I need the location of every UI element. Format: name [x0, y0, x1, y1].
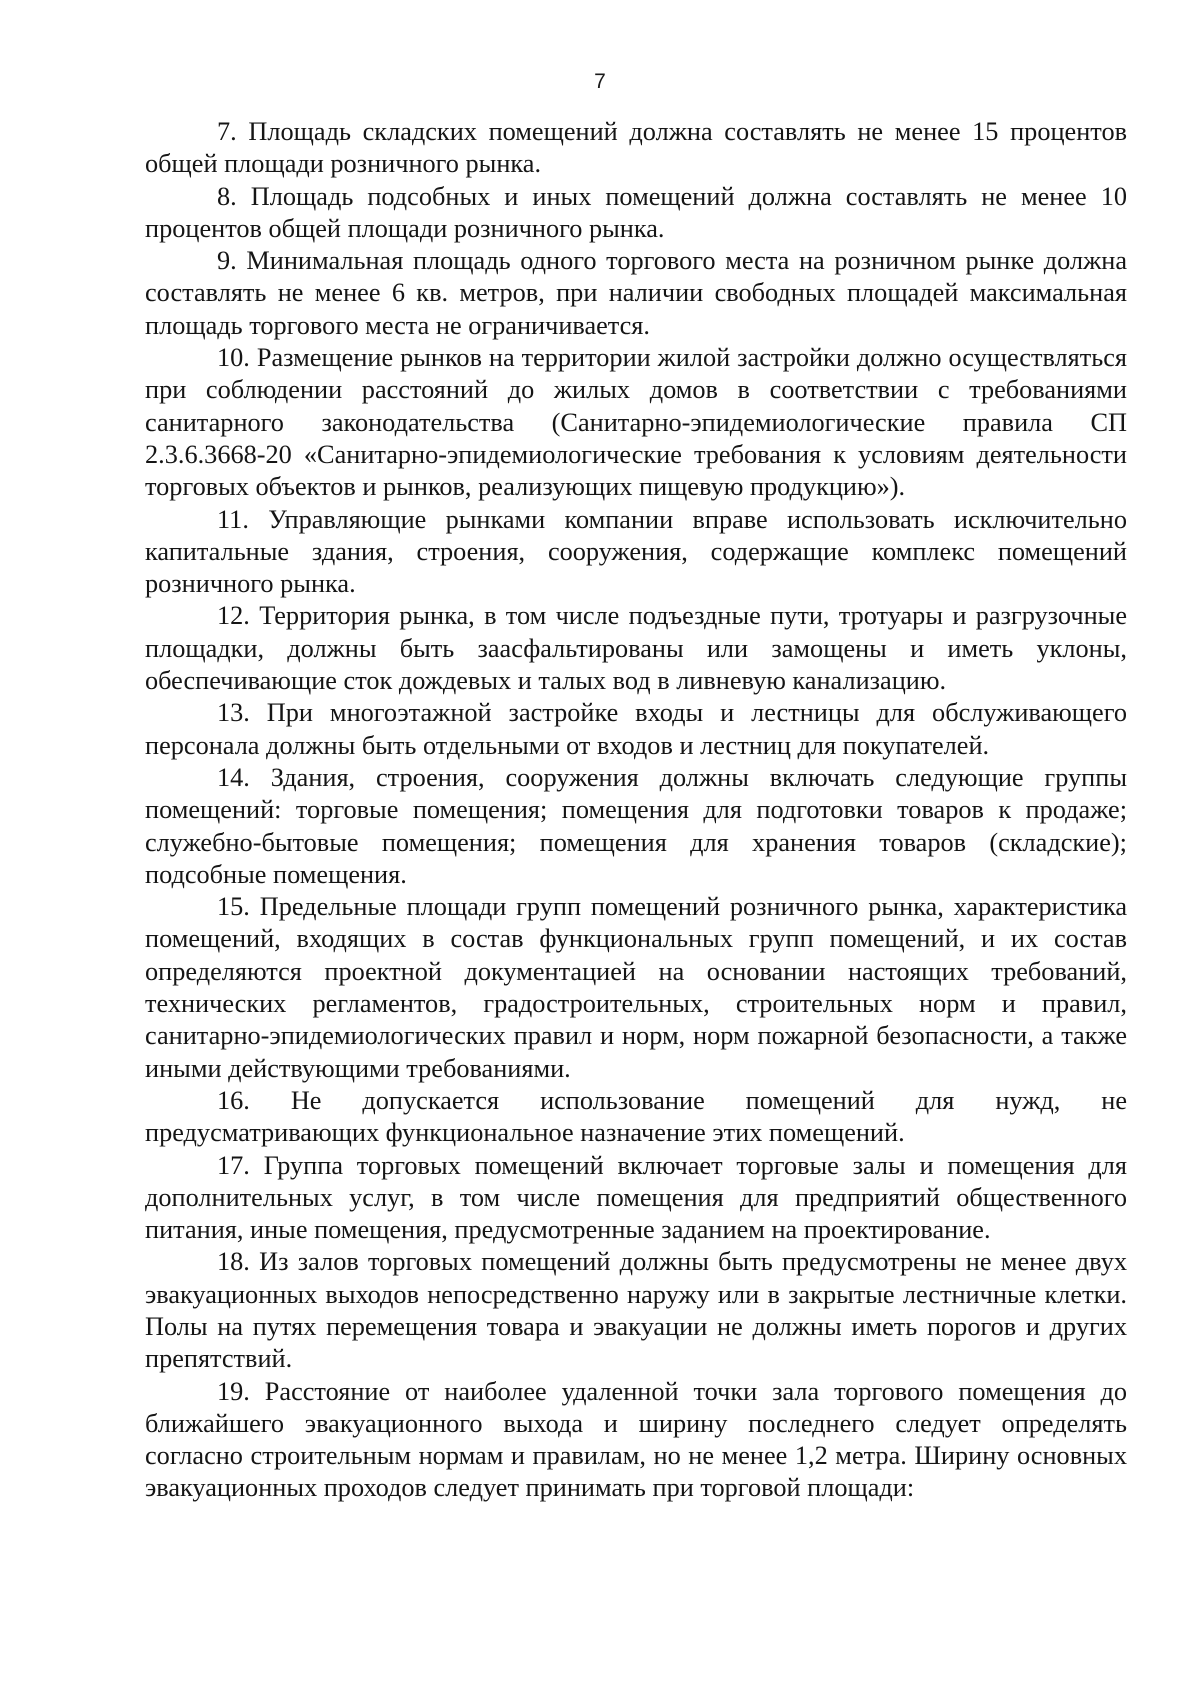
paragraph-text: Здания, строения, сооружения должны включать следующие группы помещений: торговые помещения; помещения для подготовки товаров к продаже; служебно-бытовые помещения; помещения для хранения товаров (складские); подсобные помещения. [145, 762, 1127, 889]
paragraph-number: 8. [217, 181, 237, 211]
paragraph-18 [145, 1246, 1127, 1375]
paragraph-text: Расстояние от наиболее удаленной точки зала торгового помещения до ближайшего эвакуационного выхода и ширину последнего следует определять согласно строительным нормам и правилам, но не менее 1,2 метра. Ширину основных эвакуационных проходов следует принимать при торговой площади: [145, 1376, 1127, 1503]
paragraph-text: При многоэтажной застройке входы и лестницы для обслуживающего персонала должны быть отдельными от входов и лестниц для покупателей. [145, 698, 1127, 760]
paragraph-16 [145, 1085, 1127, 1150]
paragraph-13 [145, 697, 1127, 762]
paragraph-number: 7. [217, 117, 237, 146]
paragraph-19 [145, 1376, 1127, 1505]
document-body [145, 116, 1127, 1505]
paragraph-text: Площадь складских помещений должна составлять не менее 15 процентов общей площади розничного рынка. [145, 117, 1128, 179]
page-number: 7 [594, 70, 606, 93]
paragraph-number: 17. [217, 1150, 250, 1180]
paragraph-number: 16. [217, 1085, 250, 1115]
paragraph-number: 10. [217, 343, 250, 373]
paragraph-number: 12. [217, 601, 250, 631]
paragraph-9 [145, 245, 1127, 342]
paragraph-text: Группа торговых помещений включает торговые залы и помещения для дополнительных услуг, в том числе помещения для предприятий общественного питания, иные помещения, предусмотренные заданием на проектирование. [145, 1150, 1128, 1245]
paragraph-text: Предельные площади групп помещений розничного рынка, характеристика помещений, входящих в состав функциональных групп помещений, и их состав определяются проектной документацией на основании настоящих требований, технических регламентов, градостроительных, строительных норм и правил, санитарно-эпидемиологических правил и норм, норм пожарной безопасности, а также иными действующими требованиями. [145, 892, 1127, 1083]
paragraph-number: 18. [217, 1247, 250, 1277]
paragraph-10 [145, 342, 1127, 503]
paragraph-text: Площадь подсобных и иных помещений должна составлять не менее 10 процентов общей площади розничного рынка. [145, 181, 1128, 243]
paragraph-text: Не допускается использование помещений для нужд, не предусматривающих функциональное назначение этих помещений. [145, 1085, 1127, 1148]
paragraph-number: 15. [217, 892, 250, 922]
paragraph-7 [145, 116, 1127, 181]
paragraph-number: 11. [217, 504, 249, 534]
paragraph-number: 13. [217, 698, 250, 728]
paragraph-text: Минимальная площадь одного торгового места на розничном рынке должна составлять не менее 6 кв. метров, при наличии свободных площадей максимальная площадь торгового места не ограничивается. [145, 246, 1127, 340]
paragraph-15 [145, 891, 1127, 1085]
paragraph-11 [145, 504, 1127, 601]
paragraph-number: 14. [217, 762, 250, 792]
paragraph-text: Размещение рынков на территории жилой застройки должно осуществляться при соблюдении расстояний до жилых домов в соответствии с требованиями санитарного законодательства (Санитарно-эпидемиологические правила СП 2.3.6.3668-20 «Санитарно-эпидемиологические требования к условиям деятельности торговых объектов и рынков, реализующих пищевую продукцию»). [145, 343, 1128, 502]
paragraph-8 [145, 181, 1127, 246]
paragraph-14 [145, 762, 1127, 891]
paragraph-12 [145, 600, 1127, 697]
paragraph-text: Управляющие рынками компании вправе использовать исключительно капитальные здания, строения, сооружения, содержащие комплекс помещений розничного рынка. [145, 504, 1128, 599]
paragraph-text: Территория рынка, в том числе подъездные пути, тротуары и разгрузочные площадки, должны быть заасфальтированы или замощены и иметь уклоны, обеспечивающие сток дождевых и талых вод в ливневую канализацию. [145, 601, 1127, 696]
paragraph-number: 9. [217, 246, 237, 276]
paragraph-text: Из залов торговых помещений должны быть предусмотрены не менее двух эвакуационных выходов непосредственно наружу или в закрытые лестничные клетки. Полы на путях перемещения товара и эвакуации не должны иметь порогов и других препятствий. [145, 1247, 1127, 1374]
paragraph-17 [145, 1150, 1127, 1247]
paragraph-number: 19. [217, 1376, 250, 1406]
